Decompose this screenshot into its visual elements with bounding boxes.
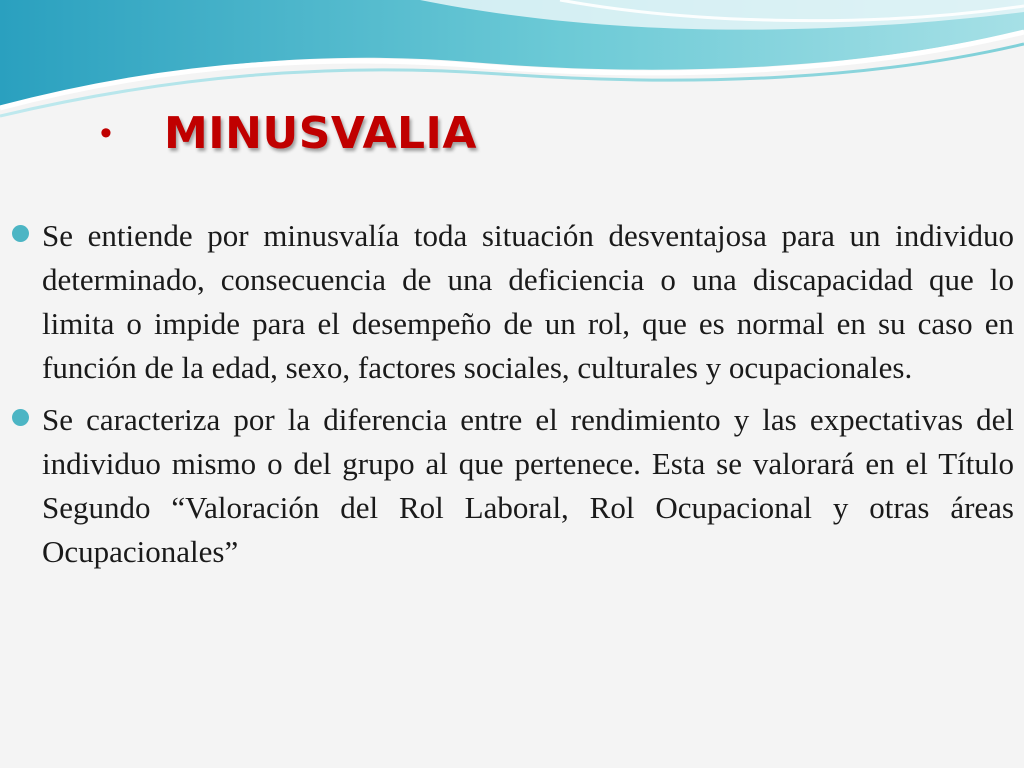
title-bullet: • <box>100 114 112 152</box>
bullet-dot-icon <box>12 409 29 426</box>
bullet-text: Se entiende por minusvalía toda situación desventajosa para un individuo determinado, consecuencia de una deficiencia o una discapacidad que lo limita o impide para el desempeño de un rol, que es normal en su caso en función de la edad, sexo, factores sociales, culturales y ocupacionales. <box>42 218 1014 385</box>
title-row <box>100 98 477 168</box>
content-body <box>10 214 1014 582</box>
bullet-text: Se caracteriza por la diferencia entre el rendimiento y las expectativas del individuo mismo o del grupo al que pertenece. Esta se valorará en el Título Segundo “Valoración del Rol Laboral, Rol Ocupacional y otras áreas Ocupacionales” <box>42 402 1014 569</box>
bullet-item <box>10 214 1014 390</box>
bullet-item <box>10 398 1014 574</box>
bullet-dot-icon <box>12 225 29 242</box>
slide-title: MINUSVALIA <box>164 107 477 159</box>
